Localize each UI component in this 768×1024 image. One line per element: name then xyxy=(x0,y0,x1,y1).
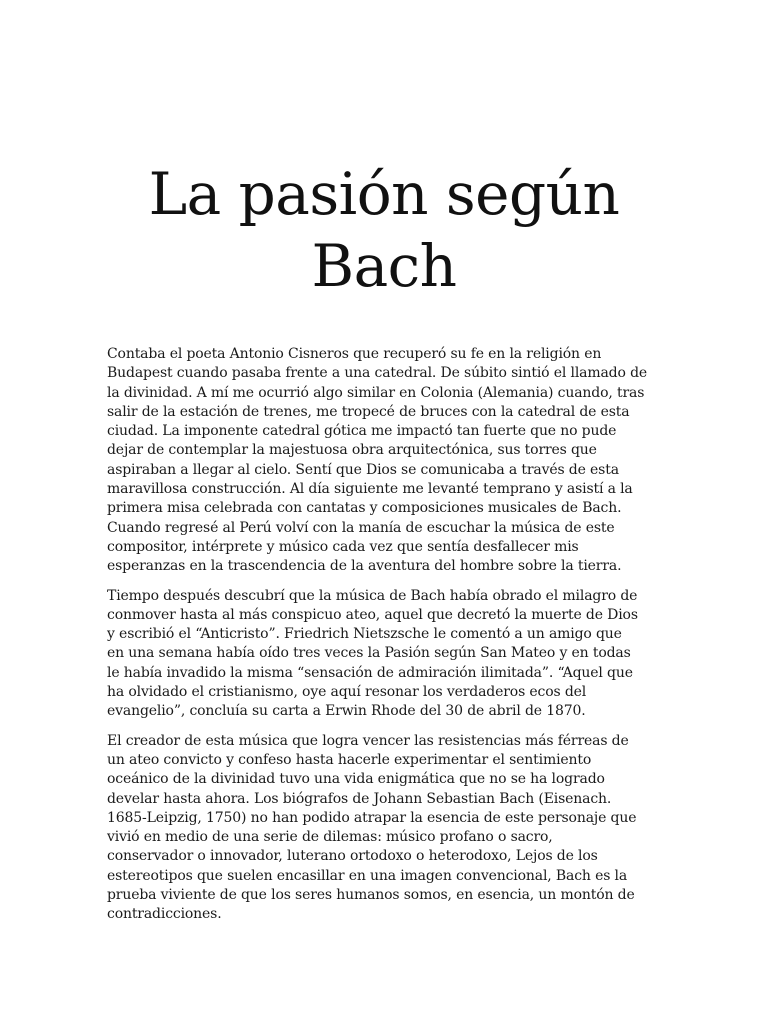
text-line: compositor, intérprete y músico cada vez que sentía desfallecer mis xyxy=(107,538,579,555)
text-line: develar hasta ahora. Los biógrafos de Johann Sebastian Bach (Eisenach. xyxy=(107,790,612,807)
text-line: conservador o innovador, luterano ortodoxo o heterodoxo, Lejos de los xyxy=(107,848,598,865)
text-line: contradicciones. xyxy=(107,906,222,923)
text-line: ha olvidado el cristianismo, oye aquí resonar los verdaderos ecos del xyxy=(107,684,587,701)
text-line: vivió en medio de una serie de dilemas: músico profano o sacro, xyxy=(107,829,553,846)
text-line: aspiraban a llegar al cielo. Sentí que Dios se comunicaba a través de esta xyxy=(107,461,619,478)
text-line: oceánico de la divinidad tuvo una vida enigmática que no se ha logrado xyxy=(107,771,605,788)
text-line: le había invadido la misma “sensación de admiración ilimitada”. “Aquel que xyxy=(107,664,633,681)
text-line: y escribió el “Anticristo”. Friedrich Nietszsche le comentó a un amigo que xyxy=(107,626,622,643)
text-line: ciudad. La imponente catedral gótica me impactó tan fuerte que no pude xyxy=(107,423,617,440)
text-line: evangelio”, concluía su carta a Erwin Rhode del 30 de abril de 1870. xyxy=(107,703,586,720)
text-line: Tiempo después descubrí que la música de Bach había obrado el milagro de xyxy=(107,587,638,604)
text-line: salir de la estación de trenes, me tropecé de bruces con la catedral de esta xyxy=(107,403,630,420)
text-line: Cuando regresé al Perú volví con la manía de escuchar la música de este xyxy=(107,519,615,536)
text-line: Contaba el poeta Antonio Cisneros que recuperó su fe en la religión en xyxy=(107,346,602,362)
text-line: en una semana había oído tres veces la Pasión según San Mateo y en todas xyxy=(107,645,631,662)
text-line: Budapest cuando pasaba frente a una catedral. De súbito sintió el llamado de xyxy=(107,365,648,382)
title-line: La pasión según xyxy=(148,160,620,228)
paragraph-1 xyxy=(107,345,667,577)
text-line: dejar de contemplar la majestuosa obra arquitectónica, sus torres que xyxy=(107,442,597,459)
document-body xyxy=(107,345,667,935)
text-line: primera misa celebrada con cantatas y composiciones musicales de Bach. xyxy=(107,500,622,517)
text-line: un ateo convicto y confeso hasta hacerle experimentar el sentimiento xyxy=(107,751,592,768)
paragraph-3 xyxy=(107,732,667,925)
paragraph-2 xyxy=(107,587,667,722)
text-line: la divinidad. A mí me ocurrió algo similar en Colonia (Alemania) cuando, tras xyxy=(107,384,645,401)
text-line: estereotipos que suelen encasillar en una imagen convencional, Bach es la xyxy=(107,867,628,884)
text-line: maravillosa construcción. Al día siguiente me levanté temprano y asistí a la xyxy=(107,481,633,498)
text-line: El creador de esta música que logra vencer las resistencias más férreas de xyxy=(107,732,629,749)
text-line: esperanzas en la trascendencia de la aventura del hombre sobre la tierra. xyxy=(107,558,622,575)
text-line: conmover hasta al más conspicuo ateo, aquel que decretó la muerte de Dios xyxy=(107,606,638,623)
text-line: 1685-Leipzig, 1750) no han podido atrapar la esencia de este personaje que xyxy=(107,809,637,826)
text-line: prueba viviente de que los seres humanos somos, en esencia, un montón de xyxy=(107,887,635,904)
title-line: Bach xyxy=(311,232,457,300)
document-title xyxy=(60,158,708,302)
